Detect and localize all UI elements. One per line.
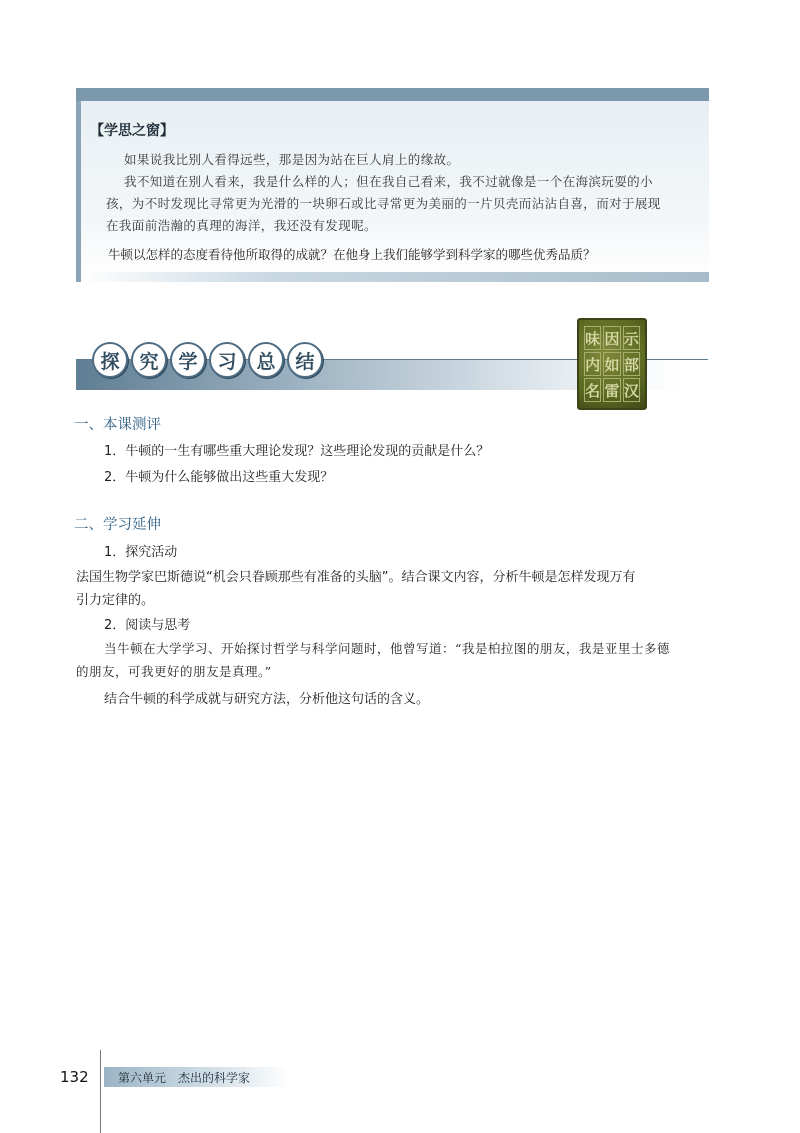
seal-char: 味 (584, 326, 601, 350)
box-left-bar (76, 101, 81, 282)
banner-char: 究 (131, 342, 167, 378)
box-top-bar (76, 88, 709, 101)
quote-line: 孩，为不时发现比寻常更为光滑的一块卵石或比寻常更为美丽的一片贝壳而沾沾自喜，而对于展现 (106, 196, 661, 211)
seal-char: 如 (603, 352, 620, 376)
quote-line: 在我面前浩瀚的真理的海洋，我还没有发现呢。 (106, 218, 377, 233)
reading-text: 当牛顿在大学学习、开始探讨哲学与科学问题时，他曾写道：“我是柏拉图的朋友，我是亚里士多德 (104, 641, 670, 656)
seal-char: 部 (623, 352, 640, 376)
seal-char: 因 (603, 326, 620, 350)
subsection-title-activity: 1．探究活动 (104, 545, 178, 560)
section-heading-extension: 二、学习延伸 (74, 517, 161, 533)
subsection-title-reading: 2．阅读与思考 (104, 618, 191, 633)
activity-text: 法国生物学家巴斯德说“机会只眷顾那些有准备的头脑”。结合课文内容，分析牛顿是怎样发现万有 (76, 570, 636, 585)
seal-char: 内 (584, 352, 601, 376)
banner-char: 总 (248, 342, 284, 378)
section-heading-assessment: 一、本课测评 (74, 417, 161, 433)
seal-char: 汉 (623, 378, 640, 402)
footer-unit-label: 第六单元 杰出的科学家 (118, 1071, 251, 1085)
study-window-title: 【学思之窗】 (90, 123, 174, 139)
banner-char: 学 (170, 342, 206, 378)
seal-char: 雷 (603, 378, 620, 402)
page-number: 132 (60, 1068, 89, 1086)
banner-title (92, 342, 323, 378)
activity-text: 引力定律的。 (76, 593, 155, 608)
quote-line: 如果说我比别人看得远些，那是因为站在巨人肩上的缘故。 (124, 152, 460, 167)
footer-divider (100, 1050, 101, 1133)
quote-line: 我不知道在别人看来，我是什么样的人；但在我自己看来，我不过就像是一个在海滨玩耍的小 (124, 174, 653, 189)
study-question: 牛顿以怎样的态度看待他所取得的成就？在他身上我们能够学到科学家的哪些优秀品质？ (108, 247, 596, 262)
reading-prompt: 结合牛顿的科学成就与研究方法，分析他这句话的含义。 (104, 692, 430, 707)
seal-char: 示 (623, 326, 640, 350)
box-bottom-bar (81, 272, 709, 282)
banner-char: 结 (287, 342, 323, 378)
seal-stamp-image (577, 318, 647, 410)
assessment-question: 1．牛顿的一生有哪些重大理论发现？这些理论发现的贡献是什么？ (104, 444, 490, 459)
assessment-question: 2．牛顿为什么能够做出这些重大发现？ (104, 470, 334, 485)
seal-char: 名 (584, 378, 601, 402)
banner-char: 习 (209, 342, 245, 378)
banner-char: 探 (92, 342, 128, 378)
reading-text: 的朋友，可我更好的朋友是真理。” (76, 664, 272, 679)
